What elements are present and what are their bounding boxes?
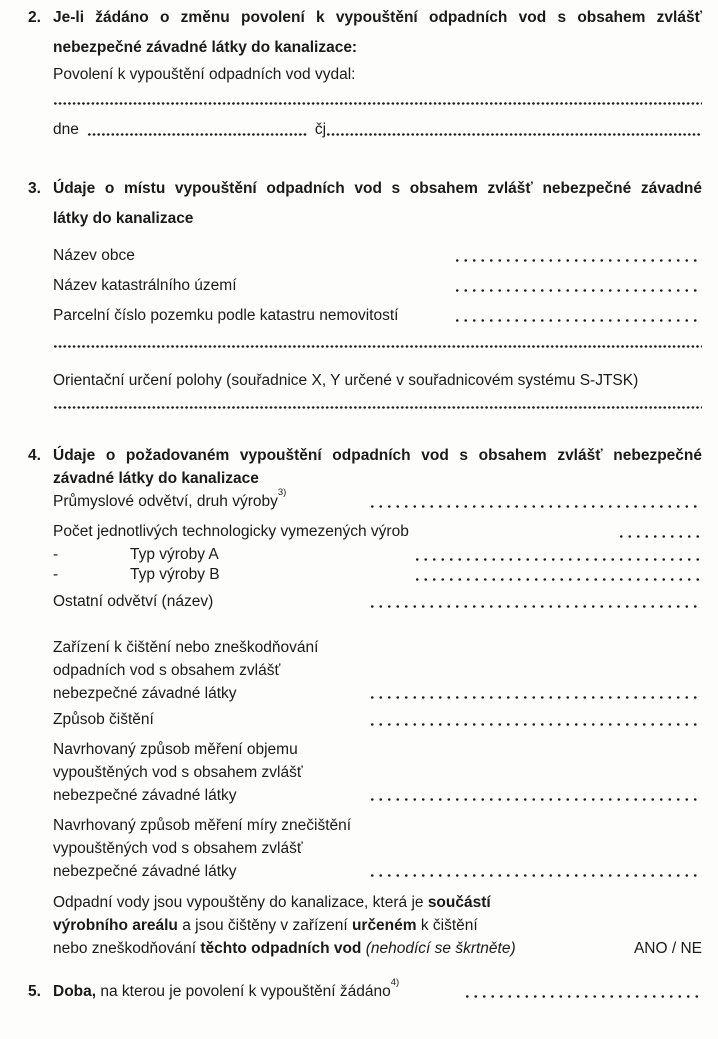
dotted-leader xyxy=(368,784,702,807)
field-label-line: vypouštěných vod s obsahem zvlášť xyxy=(53,764,303,781)
dotted-blank-line xyxy=(53,393,702,413)
field-label-line: vypouštěných vod s obsahem zvlášť xyxy=(53,840,303,857)
field-label: Typ výroby B xyxy=(130,566,220,583)
section-5-number: 5. xyxy=(28,983,41,1000)
field-row-municipality xyxy=(53,246,702,266)
section-2 xyxy=(28,3,702,140)
field-row-type-a xyxy=(53,545,702,565)
ref-number-label: čj xyxy=(314,121,327,138)
field-label-line: Navrhovaný způsob měření objemu xyxy=(53,741,298,758)
ref-number-dotted-leader xyxy=(326,120,702,140)
field-label-line: odpadních vod s obsahem zvlášť xyxy=(53,662,281,679)
section-4-heading-line1: Údaje o požadovaném vypouštění odpadních vod s obsahem zvlášť nebezpečné xyxy=(53,447,702,464)
dotted-leader xyxy=(453,276,702,296)
dotted-leader xyxy=(463,982,702,1002)
section-2-heading-line1: Je-li žádáno o změnu povolení k vypouštění odpadních vod s obsahem zvlášť xyxy=(53,9,702,26)
field-label-line: nebezpečné závadné látky xyxy=(53,863,237,880)
section-3 xyxy=(28,174,702,413)
section-2-heading-line2: nebezpečné závadné látky do kanalizace: xyxy=(53,39,358,56)
statement-line1: Odpadní vody jsou vypouštěny do kanalizace, která je součástí xyxy=(53,894,491,911)
field-label: Název katastrálního území xyxy=(53,277,237,294)
list-dash: - xyxy=(53,546,59,563)
field-row-treatment-facility xyxy=(53,636,702,705)
section-3-number: 3. xyxy=(28,180,41,197)
section-3-heading-line1: Údaje o místu vypouštění odpadních vod s obsahem zvlášť nebezpečné závadné xyxy=(53,180,702,197)
field-row-production-count xyxy=(53,522,702,542)
field-label-line: nebezpečné závadné látky xyxy=(53,685,237,702)
field-label: Počet jednotlivých technologicky vymezených výrob xyxy=(53,523,409,540)
field-label-line: Zařízení k čištění nebo zneškodňování xyxy=(53,639,319,656)
dotted-leader xyxy=(413,565,702,585)
field-label-line: Navrhovaný způsob měření míry znečištění xyxy=(53,817,352,834)
dotted-blank-line xyxy=(53,89,702,109)
statement-line2: výrobního areálu a jsou čištěny v zařízení určeném k čištění xyxy=(53,917,478,934)
dotted-leader xyxy=(453,246,702,266)
section-4-heading-line2: závadné látky do kanalizace xyxy=(53,470,259,487)
field-row-parcel-number xyxy=(53,306,702,326)
field-label: Způsob čištění xyxy=(53,711,154,728)
field-row-pollution-measurement xyxy=(53,814,702,883)
field-row-volume-measurement xyxy=(53,738,702,807)
section-5 xyxy=(28,976,702,1002)
permit-issuer-label: Povolení k vypouštění odpadních vod vydal: xyxy=(53,66,356,83)
section-3-heading-line2: látky do kanalizace xyxy=(53,210,194,227)
statement-paragraph xyxy=(53,891,702,960)
field-label: Parcelní číslo pozemku podle katastru nemovitostí xyxy=(53,307,399,324)
dotted-leader xyxy=(368,710,702,730)
field-row-cadastral-area xyxy=(53,276,702,296)
field-label-line: nebezpečné závadné látky xyxy=(53,787,237,804)
yes-no-choice: ANO / NE xyxy=(633,940,702,957)
section-4-number: 4. xyxy=(28,447,41,464)
field-row-other-industry xyxy=(53,592,702,612)
field-label: Typ výroby A xyxy=(130,546,219,563)
date-ref-row xyxy=(53,120,702,140)
dotted-leader xyxy=(453,306,702,326)
section-2-number: 2. xyxy=(28,9,41,26)
date-label: dne xyxy=(53,121,79,138)
dotted-leader xyxy=(368,860,702,883)
field-row-type-b xyxy=(53,565,702,585)
list-dash: - xyxy=(53,566,59,583)
field-row-industry xyxy=(53,486,702,512)
field-label: Průmyslové odvětví, druh výroby$^{3)}$ xyxy=(53,486,287,510)
coordinates-label: Orientační určení polohy (souřadnice X, Y určené v souřadnicovém systému S-JTSK) xyxy=(53,372,639,389)
statement-line3: nebo zneškodňování těchto odpadních vod (nehodící se škrtněte) xyxy=(53,940,516,957)
field-label: Doba, na kterou je povolení k vypouštění žádáno$^{4)}$ xyxy=(53,976,400,1000)
field-row-duration xyxy=(53,976,702,1002)
dotted-leader xyxy=(413,545,702,565)
section-4 xyxy=(28,444,702,960)
dotted-leader xyxy=(368,492,702,512)
dotted-leader xyxy=(617,522,702,542)
field-label: Název obce xyxy=(53,247,135,264)
dotted-blank-line xyxy=(53,332,702,352)
dotted-leader xyxy=(368,682,702,705)
dotted-leader xyxy=(368,592,702,612)
field-label: Ostatní odvětví (název) xyxy=(53,593,214,610)
field-row-cleaning-method xyxy=(53,710,702,730)
date-dotted-leader xyxy=(87,120,307,140)
